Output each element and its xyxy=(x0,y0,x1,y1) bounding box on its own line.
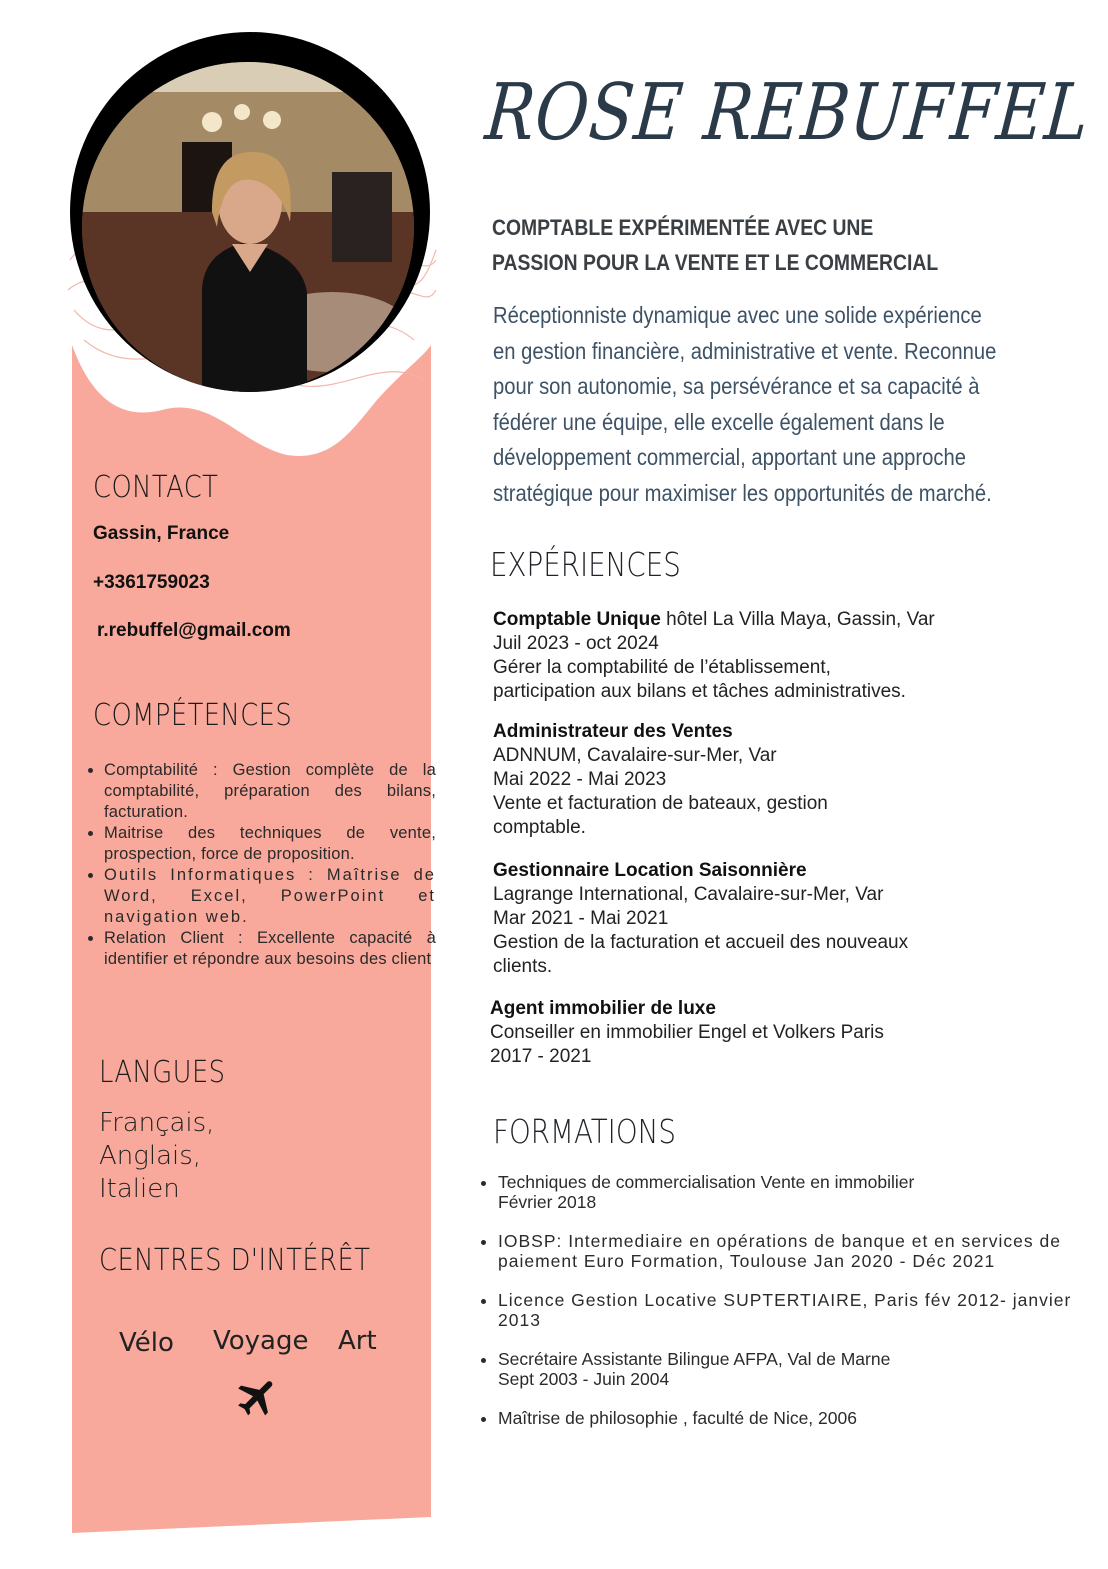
job-company: Conseiller en immobilier Engel et Volkers Paris xyxy=(490,1022,884,1043)
job-dates: Mar 2021 - Mai 2021 xyxy=(493,908,669,929)
job-title: Administrateur des Ventes xyxy=(493,721,733,742)
contact-phone[interactable]: +3361759023 xyxy=(93,572,210,593)
job-title: Agent immobilier de luxe xyxy=(490,998,716,1019)
formation-title: • Techniques de commercialisation Vente en immobilier xyxy=(498,1172,915,1192)
job-dates: Mai 2022 - Mai 2023 xyxy=(493,769,667,790)
contact-heading: CONTACT xyxy=(93,470,219,505)
job-description: Vente et facturation de bateaux, gestion xyxy=(493,793,828,814)
interest-item: Voyage xyxy=(213,1326,309,1356)
job-description: comptable. xyxy=(493,817,586,838)
profile-photo-frame xyxy=(70,32,430,392)
interest-item: Art xyxy=(338,1326,377,1356)
language-item: Italien xyxy=(99,1174,180,1204)
headline: COMPTABLE EXPÉRIMENTÉE AVEC UNE PASSION POUR LA VENTE ET LE COMMERCIAL xyxy=(492,215,939,275)
skill-item: • Relation Client : Excellente capacité à identifier et répondre aux besoins des client xyxy=(104,928,436,970)
candidate-name: ROSE REBUFFEL xyxy=(482,68,1094,158)
skill-item: • Outils Informatiques : Maîtrise de Word, Excel, PowerPoint et navigation web. xyxy=(104,865,436,928)
formation-title: • Maîtrise de philosophie , faculté de Nice, 2006 xyxy=(498,1408,857,1428)
job-dates: Juil 2023 - oct 2024 xyxy=(493,633,659,654)
job-title: Gestionnaire Location Saisonnière xyxy=(493,860,807,881)
languages-list xyxy=(99,1107,214,1206)
formation-date: Sept 2003 - Juin 2004 xyxy=(498,1369,670,1389)
job-company: ADNNUM, Cavalaire-sur-Mer, Var xyxy=(493,745,777,766)
contact-location: Gassin, France xyxy=(93,523,230,544)
job-description: Gestion de la facturation et accueil des nouveaux xyxy=(493,932,909,953)
formation-item xyxy=(498,1172,1078,1212)
job-title: Comptable Unique xyxy=(493,609,661,630)
skills-list xyxy=(84,760,436,970)
profile-photo xyxy=(82,62,414,392)
job-dates: 2017 - 2021 xyxy=(490,1046,592,1067)
contact-email[interactable]: r.rebuffel@gmail.com xyxy=(97,620,291,641)
airplane-icon xyxy=(234,1373,282,1421)
language-item: Français, xyxy=(99,1108,215,1138)
formation-item xyxy=(498,1349,1078,1389)
job-company: hôtel La Villa Maya, Gassin, Var xyxy=(660,609,935,630)
experiences-heading: EXPÉRIENCES xyxy=(490,545,681,584)
skills-heading: COMPÉTENCES xyxy=(93,698,293,733)
experience-entry xyxy=(493,859,908,979)
experience-entry xyxy=(493,608,935,704)
experience-entry xyxy=(490,997,884,1069)
interest-item: Vélo xyxy=(119,1328,174,1358)
interests-heading: CENTRES D'INTÉRÊT xyxy=(99,1243,371,1278)
profile-summary: Réceptionniste dynamique avec une solide expérience en gestion financière, administrative et vente. Reconnue pour son autonomie, sa persévérance et sa capacité à fédérer une équipe, elle excelle également dans le développement commercial, apportant une approche stratégique pour maximiser les opportunités de marché. xyxy=(493,302,997,506)
language-item: Anglais, xyxy=(99,1141,202,1171)
formation-date: Février 2018 xyxy=(498,1192,597,1212)
experience-entry xyxy=(493,720,828,840)
formation-item xyxy=(498,1408,1078,1428)
formations-list xyxy=(480,1172,1078,1447)
formation-item xyxy=(498,1231,1078,1271)
job-company: Lagrange International, Cavalaire-sur-Mer, Var xyxy=(493,884,884,905)
skill-item: • Comptabilité : Gestion complète de la comptabilité, préparation des bilans, facturation. xyxy=(104,760,436,823)
formation-item xyxy=(498,1290,1078,1330)
formation-title: • Licence Gestion Locative SUPTERTIAIRE, Paris fév 2012- janvier 2013 xyxy=(498,1290,1072,1330)
job-description: participation aux bilans et tâches administratives. xyxy=(493,681,906,702)
formation-title: • IOBSP: Intermediaire en opérations de banque et en services de paiement Euro Formation, Toulouse Jan 2020 - Déc 2021 xyxy=(498,1231,1061,1271)
formations-heading: FORMATIONS xyxy=(493,1112,677,1151)
formation-title: • Secrétaire Assistante Bilingue AFPA, Val de Marne xyxy=(498,1349,891,1369)
job-description: Gérer la comptabilité de l’établissement, xyxy=(493,657,831,678)
job-description: clients. xyxy=(493,956,553,977)
languages-heading: LANGUES xyxy=(99,1055,226,1090)
skill-item: • Maitrise des techniques de vente, prospection, force de proposition. xyxy=(104,823,436,865)
